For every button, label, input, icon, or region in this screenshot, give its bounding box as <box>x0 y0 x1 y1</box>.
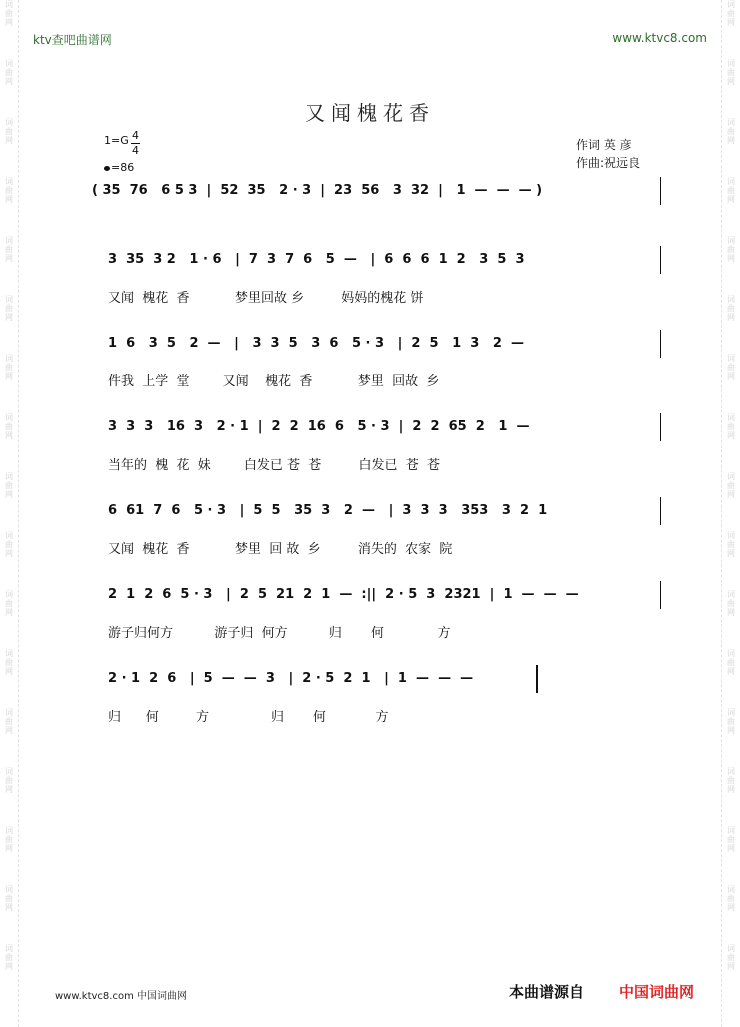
right-watermark-strip <box>721 0 740 1027</box>
watermark-text: 词 曲 网 <box>727 767 735 794</box>
lyric-line: 又闻 槐花 香 梦里 回 故 乡 消失的 农家 院 <box>108 542 453 557</box>
music-line: ( 35 76 6 5 3 | 52 35 2 · 3 | 23 56 3 32 | 1 — — — ) <box>92 183 543 198</box>
footer-site[interactable]: www.ktvc8.com 中国词曲网 <box>55 991 188 1002</box>
watermark-text: 词 曲 网 <box>727 885 735 912</box>
music-line: 3 35 3 2 1 · 6 | 7 3 7 6 5 — | 6 6 6 1 2 3 5 3 <box>108 252 525 267</box>
watermark-text: 词 曲 网 <box>5 885 13 912</box>
end-barline <box>660 581 661 609</box>
watermark-text: 词 曲 网 <box>727 59 735 86</box>
music-line: 2 1 2 6 5 · 3 | 2 5 21 2 1 — :|| 2 · 5 3 2321 | 1 — — — <box>108 587 579 602</box>
watermark-text: 词 曲 网 <box>5 590 13 617</box>
site-name-left[interactable]: ktv查吧曲谱网 <box>33 33 112 47</box>
music-line: 6 61 7 6 5 · 3 | 5 5 35 3 2 — | 3 3 3 353 3 2 1 <box>108 503 548 518</box>
lyric-line: 件我 上学 堂 又闻 槐花 香 梦里 回故 乡 <box>108 374 440 389</box>
lyric-line: 游子归何方 游子归 何方 归 何 方 <box>108 626 451 641</box>
watermark-text: 词 曲 网 <box>727 472 735 499</box>
footer-brand[interactable]: 中国词曲网 <box>619 983 695 1001</box>
song-title: 又闻槐花香 <box>305 101 435 125</box>
watermark-text: 词 曲 网 <box>5 767 13 794</box>
watermark-text: 词 曲 网 <box>5 944 13 971</box>
watermark-text: 词 曲 网 <box>5 708 13 735</box>
tempo-value: =86 <box>111 161 135 174</box>
watermark-text: 词 曲 网 <box>5 236 13 263</box>
watermark-text: 词 曲 网 <box>727 826 735 853</box>
watermark-text: 词 曲 网 <box>5 649 13 676</box>
watermark-text: 词 曲 网 <box>5 531 13 558</box>
watermark-text: 词 曲 网 <box>5 177 13 204</box>
time-signature <box>131 130 140 157</box>
tempo-marking <box>104 161 134 174</box>
watermark-text: 词 曲 网 <box>727 118 735 145</box>
watermark-text: 词 曲 网 <box>5 826 13 853</box>
lyric-line: 当年的 槐 花 妹 白发已 苍 苍 白发已 苍 苍 <box>108 458 440 473</box>
quarter-note-icon <box>104 166 110 171</box>
footer-source-label: 本曲谱源自 <box>509 983 585 1001</box>
watermark-text: 词 曲 网 <box>5 0 13 27</box>
watermark-text: 词 曲 网 <box>727 295 735 322</box>
lyric-line: 归 何 方 归 何 方 <box>108 710 389 725</box>
music-line: 1 6 3 5 2 — | 3 3 5 3 6 5 · 3 | 2 5 1 3 2 — <box>108 336 524 351</box>
watermark-text: 词 曲 网 <box>5 59 13 86</box>
site-url-right[interactable]: www.ktvc8.com <box>612 31 707 45</box>
watermark-text: 词 曲 网 <box>727 354 735 381</box>
end-barline <box>660 177 661 205</box>
watermark-text: 词 曲 网 <box>727 649 735 676</box>
watermark-text: 词 曲 网 <box>727 590 735 617</box>
watermark-text: 词 曲 网 <box>727 0 735 27</box>
composer-credit: 作曲:祝远良 <box>576 156 641 170</box>
watermark-text: 词 曲 网 <box>727 413 735 440</box>
watermark-text: 词 曲 网 <box>5 472 13 499</box>
music-line: 2 · 1 2 6 | 5 — — 3 | 2 · 5 2 1 | 1 — — — <box>108 671 474 686</box>
end-barline <box>660 497 661 525</box>
watermark-text: 词 曲 网 <box>5 295 13 322</box>
watermark-text: 词 曲 网 <box>727 236 735 263</box>
time-signature-top: 4 <box>132 129 139 142</box>
time-signature-bottom: 4 <box>132 144 139 157</box>
watermark-text: 词 曲 网 <box>727 944 735 971</box>
watermark-text: 词 曲 网 <box>5 413 13 440</box>
watermark-text: 词 曲 网 <box>5 354 13 381</box>
end-barline <box>660 330 661 358</box>
lyricist-credit: 作词 英 彦 <box>576 138 632 152</box>
key-signature: 1=G <box>104 134 129 147</box>
lyric-line: 又闻 槐花 香 梦里回故 乡 妈妈的槐花 饼 <box>108 291 424 306</box>
end-barline <box>660 246 661 274</box>
watermark-text: 词 曲 网 <box>727 708 735 735</box>
watermark-text: 词 曲 网 <box>5 118 13 145</box>
left-watermark-strip <box>0 0 19 1027</box>
end-barline <box>536 665 538 693</box>
watermark-text: 词 曲 网 <box>727 177 735 204</box>
end-barline <box>660 413 661 441</box>
music-line: 3 3 3 16 3 2 · 1 | 2 2 16 6 5 · 3 | 2 2 65 2 1 — <box>108 419 530 434</box>
watermark-text: 词 曲 网 <box>727 531 735 558</box>
